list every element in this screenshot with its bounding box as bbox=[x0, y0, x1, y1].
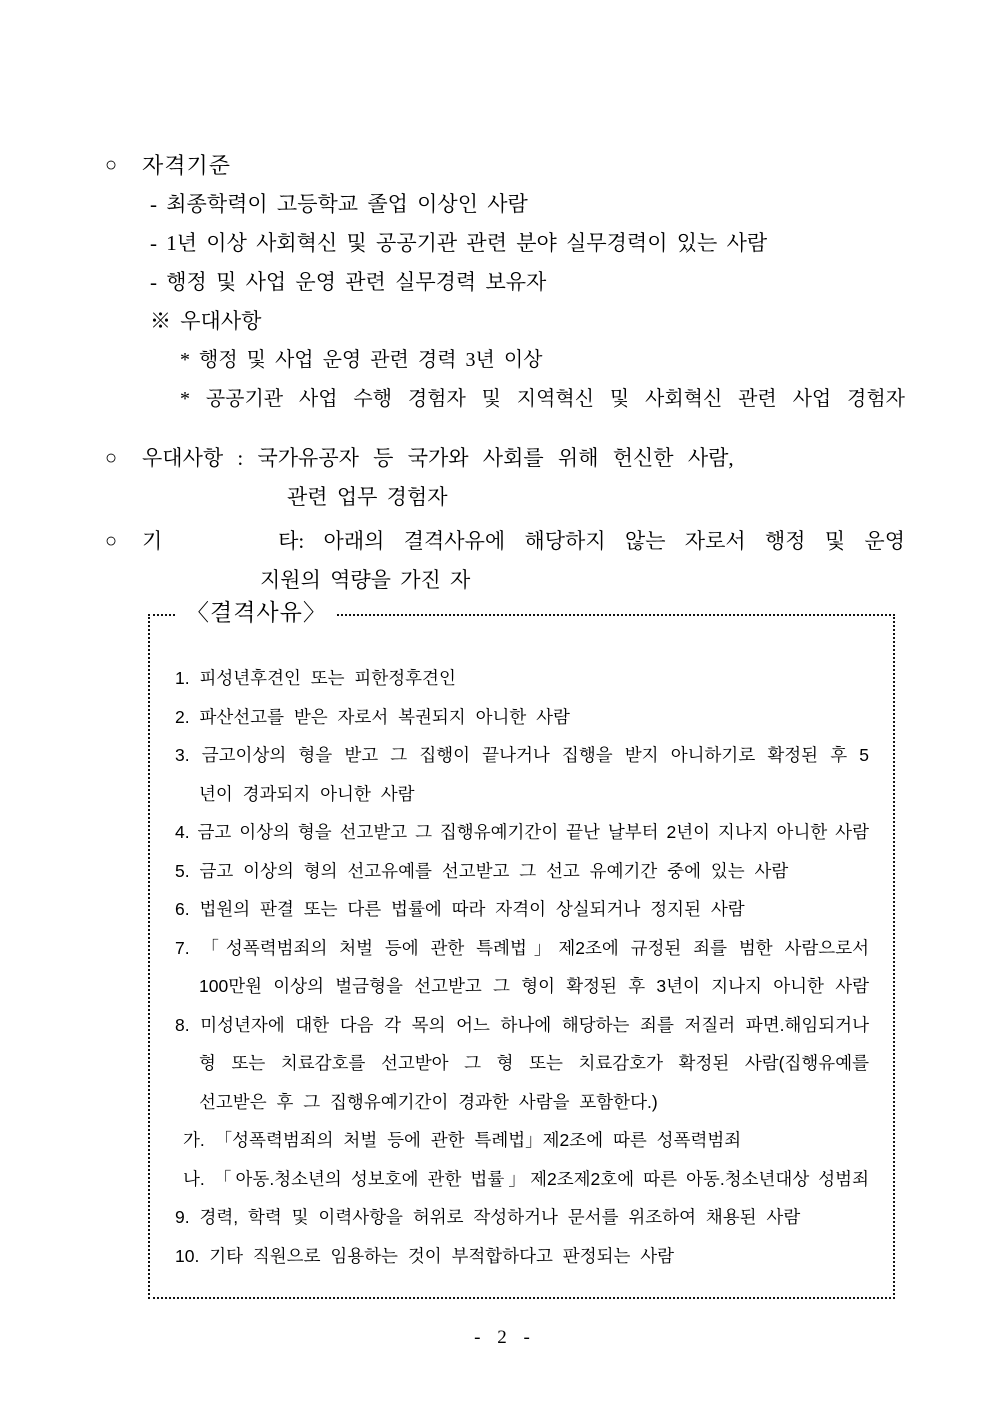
section-etc bbox=[105, 522, 905, 600]
preference-body bbox=[142, 439, 905, 517]
disqualification-item: 5. 금고 이상의 형의 선고유예를 선고받고 그 선고 유예기간 중에 있는 사람 bbox=[175, 860, 789, 881]
preferred-note-title: ※ 우대사항 bbox=[150, 309, 262, 333]
preferred-note-item: * 행정 및 사업 운영 관련 경력 3년 이상 bbox=[180, 349, 543, 371]
preference-line: 우대사항 : 국가유공자 등 국가와 사회를 위해 헌신한 사람, bbox=[142, 446, 734, 470]
disqualification-item-continuation: 년이 경과되지 아니한 사람 bbox=[199, 783, 415, 804]
circle-bullet: ○ bbox=[105, 447, 118, 469]
qualification-heading bbox=[105, 146, 905, 185]
disqualification-item: 10. 기타 직원으로 임용하는 것이 부적합하다고 판정되는 사람 bbox=[175, 1245, 675, 1266]
disqualification-subitem: 가. 「성폭력범죄의 처벌 등에 관한 특례법」제2조에 따른 성폭력범죄 bbox=[183, 1130, 742, 1150]
etc-line: 지원의 역량을 가진 자 bbox=[260, 568, 471, 592]
etc-body bbox=[142, 522, 905, 600]
disqualification-box bbox=[148, 599, 895, 1299]
qualification-title: 자격기준 bbox=[142, 153, 232, 178]
disqualification-item: 8. 미성년자에 대한 다음 각 목의 어느 하나에 해당하는 죄를 저질러 파면.해임되거나 bbox=[175, 1014, 869, 1035]
qualification-item: - 최종학력이 고등학교 졸업 이상인 사람 bbox=[150, 192, 528, 216]
qualification-item: - 행정 및 사업 운영 관련 실무경력 보유자 bbox=[150, 270, 547, 294]
disqualification-item: 6. 법원의 판결 또는 다른 법률에 따라 자격이 상실되거나 정지된 사람 bbox=[175, 899, 745, 919]
disqualification-item-continuation: 100만원 이상의 벌금형을 선고받고 그 형이 확정된 후 3년이 지나지 아니한 사람 bbox=[199, 976, 869, 996]
page-number: - 2 - bbox=[474, 1327, 536, 1348]
disqualification-item: 7. 「성폭력범죄의 처벌 등에 관한 특례법」제2조에 규정된 죄를 범한 사람으로서 bbox=[175, 937, 869, 958]
disqualification-item: 1. 피성년후견인 또는 피한정후견인 bbox=[175, 668, 456, 688]
disqualification-box-title: 〈결격사유〉 bbox=[176, 598, 337, 628]
disqualification-subitem: 나. 「아동.청소년의 성보호에 관한 법률」제2조제2호에 따른 아동.청소년대상 성범죄 bbox=[183, 1168, 869, 1189]
qualification-item: - 1년 이상 사회혁신 및 공공기관 관련 분야 실무경력이 있는 사람 bbox=[150, 231, 768, 255]
circle-bullet: ○ bbox=[105, 530, 118, 552]
disqualification-item: 3. 금고이상의 형을 받고 그 집행이 끝나거나 집행을 받지 아니하기로 확정된 후 5 bbox=[175, 745, 869, 765]
disqualification-item-continuation: 선고받은 후 그 집행유예기간이 경과한 사람을 포함한다.) bbox=[199, 1091, 658, 1112]
section-preference bbox=[105, 439, 905, 517]
preference-line: 관련 업무 경험자 bbox=[287, 485, 448, 509]
disqualification-item: 4. 금고 이상의 형을 선고받고 그 집행유예기간이 끝난 날부터 2년이 지나지 아니한 사람 bbox=[175, 822, 869, 842]
disqualification-item: 2. 파산선고를 받은 자로서 복권되지 아니한 사람 bbox=[175, 706, 570, 727]
disqualification-item: 9. 경력, 학력 및 이력사항을 허위로 작성하거나 문서를 위조하여 채용된 사람 bbox=[175, 1207, 801, 1227]
circle-bullet: ○ bbox=[105, 154, 118, 176]
disqualification-item-continuation: 형 또는 치료감호를 선고받아 그 형 또는 치료감호가 확정된 사람(집행유예를 bbox=[199, 1053, 869, 1073]
preferred-note-item: * 공공기관 사업 수행 경험자 및 지역혁신 및 사회혁신 관련 사업 경험자 bbox=[180, 388, 905, 410]
section-qualification bbox=[105, 146, 905, 419]
etc-line: 기 타: 아래의 결격사유에 해당하지 않는 자로서 행정 및 운영 bbox=[142, 529, 905, 553]
